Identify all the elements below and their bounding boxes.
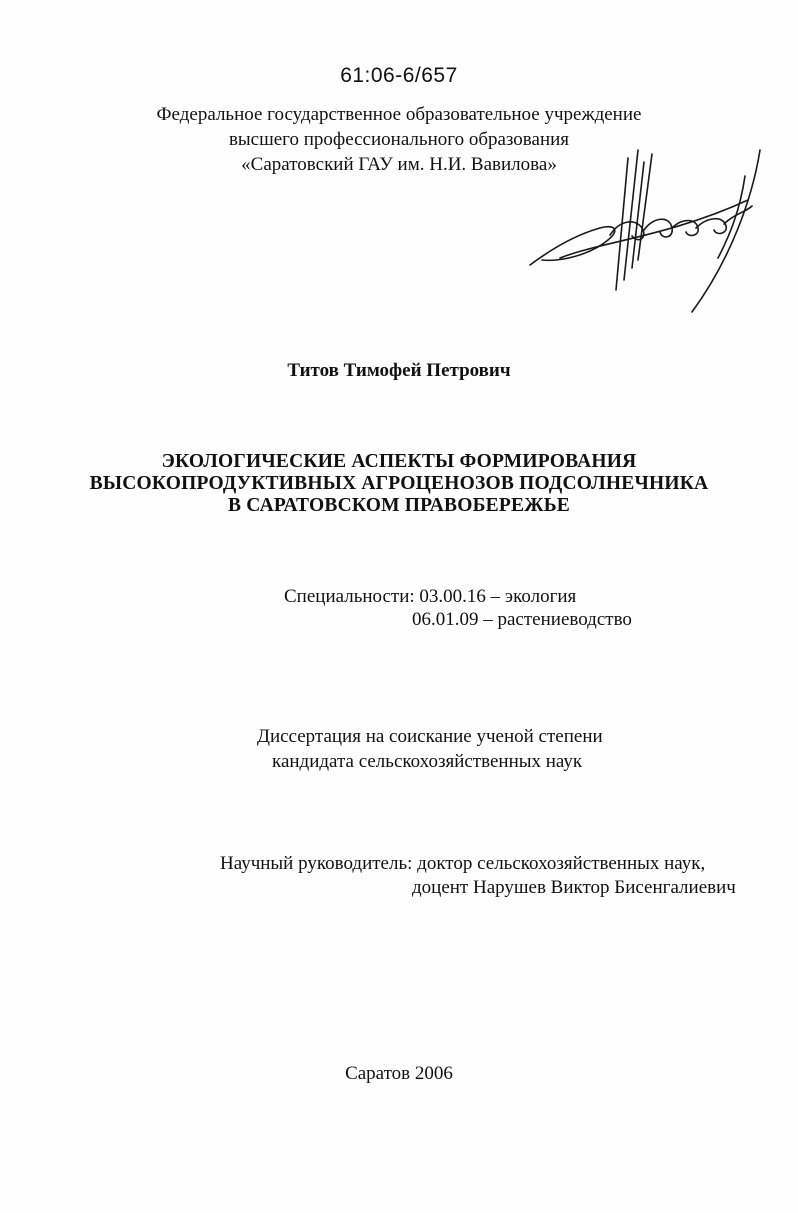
supervisor-line-1: Научный руководитель: доктор сельскохозяйственных наук,	[220, 853, 706, 874]
institution-line-3: «Саратовский ГАУ им. Н.И. Вавилова»	[241, 154, 557, 175]
specialty-line-2: 06.01.09 – растениеводство	[412, 609, 632, 630]
title-line-2: ВЫСОКОПРОДУКТИВНЫХ АГРОЦЕНОЗОВ ПОДСОЛНЕЧНИКА	[89, 473, 709, 494]
place-year: Саратов 2006	[345, 1063, 453, 1084]
archive-code: 61:06-6/657	[340, 64, 458, 87]
degree-line-1: Диссертация на соискание ученой степени	[257, 726, 603, 747]
specialty-line-1: Специальности: 03.00.16 – экология	[284, 586, 577, 607]
institution-line-1: Федеральное государственное образовательное учреждение	[156, 104, 642, 125]
institution-line-2: высшего профессионального образования	[228, 129, 570, 150]
supervisor-line-2: доцент Нарушев Виктор Бисенгалиевич	[412, 877, 736, 898]
handwritten-signature	[520, 140, 780, 330]
title-line-1: ЭКОЛОГИЧЕСКИЕ АСПЕКТЫ ФОРМИРОВАНИЯ	[161, 451, 637, 472]
degree-line-2: кандидата сельскохозяйственных наук	[272, 751, 583, 772]
author-name: Титов Тимофей Петрович	[287, 360, 511, 381]
title-line-3: В САРАТОВСКОМ ПРАВОБЕРЕЖЬЕ	[227, 495, 570, 516]
